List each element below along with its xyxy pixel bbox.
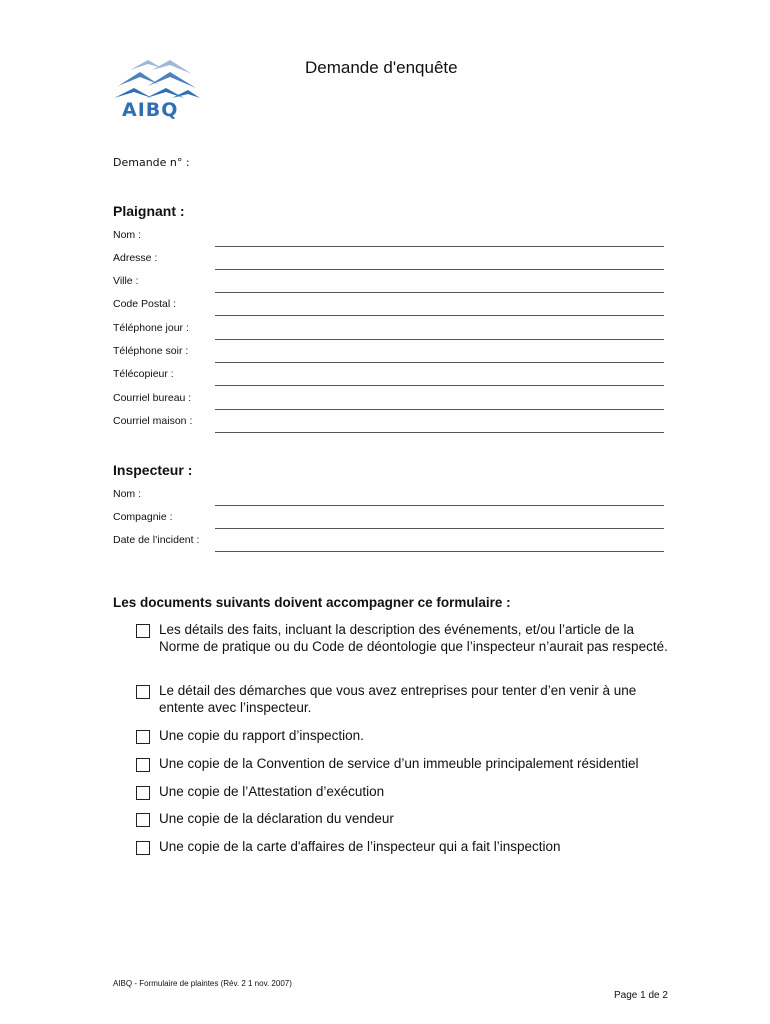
plaignant-address-field [113, 252, 664, 268]
plaignant-city-field [113, 275, 664, 291]
inspecteur-heading: Inspecteur : [113, 462, 193, 478]
field-line[interactable] [215, 339, 664, 340]
field-line[interactable] [215, 269, 664, 270]
field-label: Date de l’incident : [113, 534, 200, 546]
plaignant-phone-day-field [113, 322, 664, 338]
field-label: Nom : [113, 488, 142, 500]
checkbox[interactable] [136, 813, 150, 827]
inspecteur-company-field [113, 511, 664, 527]
field-label: Téléphone jour : [113, 322, 189, 334]
field-line[interactable] [215, 505, 664, 506]
field-line[interactable] [215, 385, 664, 386]
field-line[interactable] [215, 409, 664, 410]
checkbox[interactable] [136, 624, 150, 638]
field-line[interactable] [215, 292, 664, 293]
checkbox[interactable] [136, 730, 150, 744]
plaignant-email-home-field [113, 415, 664, 431]
page-title: Demande d'enquête [305, 58, 458, 77]
request-number-label: Demande n° : [113, 156, 190, 169]
field-label: Nom : [113, 229, 142, 241]
plaignant-fax-field [113, 368, 664, 384]
field-line[interactable] [215, 528, 664, 529]
field-label: Courriel bureau : [113, 392, 192, 404]
document-item-label: Une copie de la carte d'affaires de l’inspecteur qui a fait l’inspection [159, 839, 561, 854]
field-label: Code Postal : [113, 298, 177, 310]
field-label: Téléphone soir : [113, 345, 189, 357]
documents-heading: Les documents suivants doivent accompagner ce formulaire : [113, 595, 511, 610]
checkbox[interactable] [136, 841, 150, 855]
field-line[interactable] [215, 315, 664, 316]
field-label: Télécopieur : [113, 368, 174, 380]
field-label: Compagnie : [113, 511, 173, 523]
document-item-label: Une copie de la Convention de service d’un immeuble principalement résidentiel [159, 756, 639, 771]
plaignant-heading: Plaignant : [113, 203, 185, 219]
document-item-label: Une copie de la déclaration du vendeur [159, 811, 394, 826]
checkbox[interactable] [136, 685, 150, 699]
logo-roof-graphic [112, 58, 202, 102]
field-label: Adresse : [113, 252, 158, 264]
document-item-label: Le détail des démarches que vous avez entreprises pour tenter d’en venir à une entente avec l’inspecteur. [159, 683, 637, 715]
document-item-label: Une copie de l’Attestation d’exécution [159, 784, 385, 799]
field-line[interactable] [215, 362, 664, 363]
document-item-label: Une copie du rapport d’inspection. [159, 728, 364, 743]
plaignant-name-field [113, 229, 664, 245]
plaignant-email-office-field [113, 392, 664, 408]
inspecteur-incident-date-field [113, 534, 664, 550]
field-line[interactable] [215, 551, 664, 552]
checkbox[interactable] [136, 786, 150, 800]
checkbox[interactable] [136, 758, 150, 772]
document-item-label: Les détails des faits, incluant la description des événements, et/ou l’article de la Norme de pratique ou du Code de déontologie que l’inspecteur n’aurait pas respecté. [159, 622, 668, 654]
field-label: Courriel maison : [113, 415, 193, 427]
inspecteur-name-field [113, 488, 664, 504]
footer-page-number: Page 1 de 2 [614, 990, 668, 1001]
field-line[interactable] [215, 246, 664, 247]
aibq-logo [112, 58, 202, 120]
plaignant-phone-evening-field [113, 345, 664, 361]
footer-form-revision: AIBQ - Formulaire de plaintes (Rév. 2 1 nov. 2007) [113, 979, 292, 988]
field-label: Ville : [113, 275, 139, 287]
field-line[interactable] [215, 432, 664, 433]
plaignant-postal-code-field [113, 298, 664, 314]
logo-text: AIBQ [122, 99, 179, 121]
